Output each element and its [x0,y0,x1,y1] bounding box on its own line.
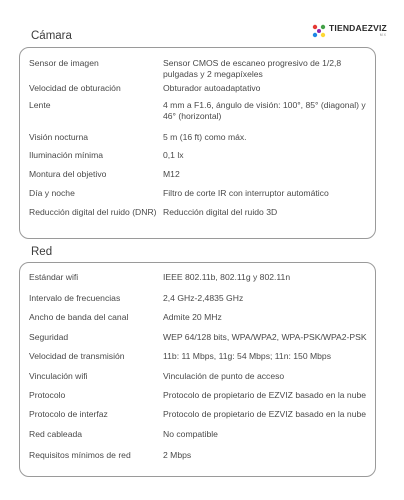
spec-value: 0,1 lx [163,150,184,160]
spec-label: Lente [29,100,51,110]
spec-value: No compatible [163,429,218,439]
spec-label: Reducción digital del ruido (DNR) [29,207,157,217]
spec-label: Velocidad de transmisión [29,351,125,361]
spec-value: 2,4 GHz-2,4835 GHz [163,293,244,303]
spec-value: Vinculación de punto de acceso [163,371,285,381]
spec-label: Seguridad [29,332,69,342]
brand-logo [312,24,387,38]
spec-value: Protocolo de propietario de EZVIZ basado en la nube [163,390,367,400]
spec-value: IEEE 802.11b, 802.11g y 802.11n [163,272,291,282]
section-title-network: Red [31,246,53,258]
spec-value: M12 [163,169,180,179]
spec-value: Admite 20 MHz [163,312,222,322]
brand-name: TIENDAEZVIZ [329,23,387,33]
spec-label: Iluminación mínima [29,150,104,160]
spec-label: Velocidad de obturación [29,83,121,93]
spec-label: Sensor de imagen [29,58,99,68]
spec-label: Ancho de banda del canal [29,312,129,322]
spec-label: Visión nocturna [29,132,89,142]
spec-label: Protocolo de interfaz [29,409,108,419]
spec-card-camera [19,47,376,239]
section-title-camera: Cámara [31,30,72,42]
spec-label: Intervalo de frecuencias [29,293,121,303]
spec-label: Día y noche [29,188,75,198]
spec-label: Protocolo [29,390,66,400]
spec-label: Estándar wifi [29,272,79,282]
spec-label: Vinculación wifi [29,371,88,381]
spec-label: Requisitos mínimos de red [29,450,131,460]
brand-sub: MX [379,33,387,37]
spec-value: Filtro de corte IR con interruptor automático [163,188,329,198]
spec-value: WEP 64/128 bits, WPA/WPA2, WPA-PSK/WPA2-PSK [163,332,367,342]
spec-value: Protocolo de propietario de EZVIZ basado en la nube [163,409,367,419]
spec-value: 2 Mbps [163,450,192,460]
spec-value: 11b: 11 Mbps, 11g: 54 Mbps; 11n: 150 Mbps [163,351,332,361]
spec-label: Red cableada [29,429,83,439]
spec-value: Reducción digital del ruido 3D [163,207,278,217]
ezviz-logo-icon [312,24,326,38]
spec-value: Sensor CMOS de escaneo progresivo de 1/2,8 pulgadas y 2 megapíxeles [163,58,342,79]
spec-value: Obturador autoadaptativo [163,83,261,93]
spec-label: Montura del objetivo [29,169,107,179]
spec-card-network [19,262,376,477]
spec-value: 5 m (16 ft) como máx. [163,132,247,142]
spec-value: 4 mm a F1.6, ángulo de visión: 100°, 85° (diagonal) y 46° (horizontal) [163,100,366,121]
